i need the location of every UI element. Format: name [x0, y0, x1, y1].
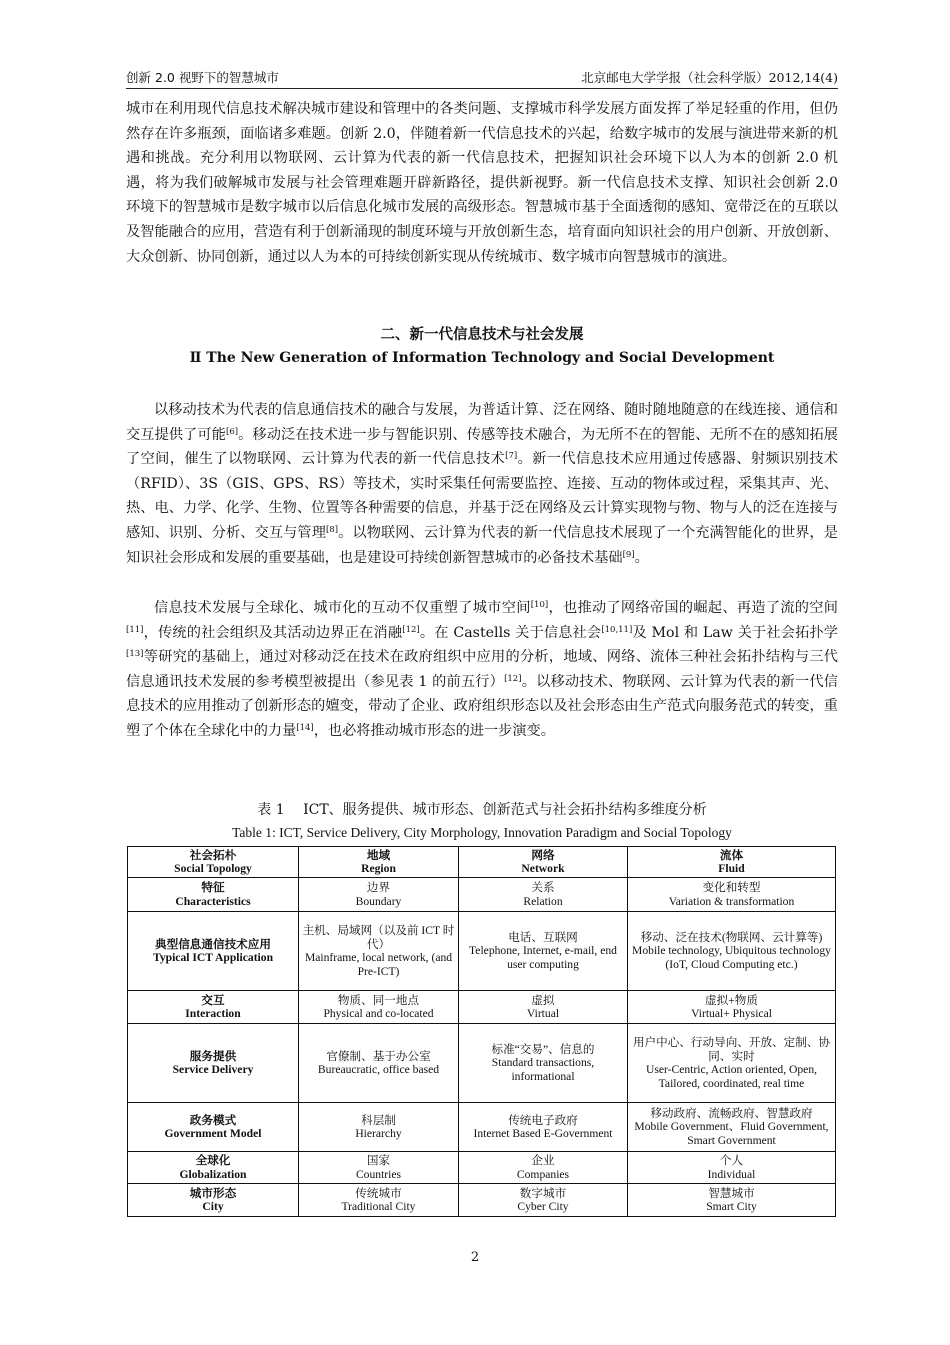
header-cell: [628, 847, 836, 878]
text-span: ，也必将推动城市形态的进一步演变。: [313, 722, 555, 739]
cell-cn: 地域: [366, 848, 391, 862]
header-article-title: 创新 2.0 视野下的智慧城市: [126, 70, 279, 85]
cell-en: Individual: [707, 1167, 756, 1181]
header-cell: [459, 847, 628, 878]
cell-cn: 企业: [531, 1154, 555, 1167]
table-row: [128, 1184, 836, 1217]
cell-cn: 城市形态: [189, 1186, 237, 1200]
table-cell: [628, 991, 836, 1024]
cell-cn: 数字城市: [519, 1186, 567, 1200]
table-cell: [299, 991, 459, 1024]
cell-en: Hierarchy: [355, 1127, 402, 1140]
cell-cn: 智慧城市: [708, 1186, 755, 1200]
cell-cn: 流体: [719, 848, 744, 862]
citation: [12]: [504, 673, 522, 684]
cell-cn: 电话、互联网: [508, 930, 578, 944]
citation: [10]: [530, 600, 549, 610]
table-cell: [628, 1024, 836, 1103]
row-label: [128, 878, 299, 912]
cell-en: Variation & transformation: [668, 894, 795, 908]
cell-en: Typical ICT Application: [152, 951, 274, 964]
cell-en: Internet Based E-Government: [473, 1127, 613, 1140]
cell-en: Companies: [516, 1167, 570, 1181]
text-span: 。以物联网、云计算为代表的新一代信息技术展现了一个充满智能化的世界，是知识社会形成和发展的重要基础，也是建设可持续创新智慧城市的必备技术基础: [126, 524, 838, 566]
cell-en: Mobile Government、Fluid Government, Smart Government: [634, 1120, 829, 1147]
header-cell: [128, 847, 299, 878]
cell-en: Mainframe, local network, (and Pre-ICT): [304, 951, 453, 978]
running-header: [126, 66, 838, 89]
header-journal-info: 北京邮电大学学报（社会科学版）2012,14(4): [581, 70, 838, 85]
cell-cn: 主机、局域网（以及前 ICT 时代）: [302, 924, 455, 951]
table-row: [128, 1152, 836, 1184]
text-span: 及 Mol 和 Law 关于社会拓扑学: [632, 624, 838, 641]
table-cell: [628, 878, 836, 912]
cell-en: Cyber City: [517, 1200, 569, 1213]
text-span: 。移动泛在技术进一步与智能识别、传感等技术融合，为无所不在的智能、无所不在的感知拓展了空间，催生了以物联网、云计算为代表的新一代信息技术: [126, 426, 838, 468]
cell-en: Interaction: [185, 1007, 241, 1020]
text-span: ，传统的社会组织及其活动边界正在消融: [143, 624, 403, 641]
cell-en: Standard transactions, informational: [491, 1056, 595, 1083]
text-span: 。新一代信息技术应用通过传感器、射频识别技术（RFID）、3S（GIS、GPS、RS）等技术，实时采集任何需要监控、连接、互动的物体或过程，采集其声、光、热、电、力学、化学、生物、位置等各种需要的信息，并基于泛在网络及云计算实现物与物、物与人的泛在连接与感知、识别、分析、交互与管理: [126, 451, 838, 541]
cell-cn: 物质、同一地点: [337, 993, 420, 1007]
cell-cn: 关系: [531, 881, 555, 894]
section-title-cn: 二、新一代信息技术与社会发展: [380, 327, 584, 343]
cell-en: Traditional City: [341, 1200, 416, 1213]
cell-en: Relation: [523, 894, 563, 908]
cell-en: Countries: [355, 1167, 402, 1181]
cell-en: Virtual+ Physical: [691, 1007, 772, 1020]
cell-en: Government Model: [164, 1127, 262, 1140]
cell-cn: 边界: [366, 881, 391, 894]
citation: [12]: [402, 624, 420, 635]
cell-en: Bureaucratic, office based: [317, 1063, 440, 1076]
cell-cn: 移动政府、流畅政府、智慧政府: [650, 1106, 813, 1120]
cell-en: Telephone, Internet, e-mail, end user computing: [469, 944, 617, 971]
table-cell: [628, 1152, 836, 1184]
table-cell: [299, 1103, 459, 1152]
cell-cn: 典型信息通信技术应用: [155, 937, 271, 951]
table-cell: [299, 1152, 459, 1184]
table-header-row: [128, 847, 836, 878]
cell-cn: 虚拟: [531, 993, 555, 1007]
cell-en: Network: [521, 862, 565, 875]
cell-en: Physical and co-located: [323, 1007, 434, 1020]
table-caption-en: Table 1: ICT, Service Delivery, City Morphology, Innovation Paradigm and Social Topology: [232, 825, 732, 840]
paragraph-2: [126, 398, 838, 570]
citation: [11]: [126, 624, 144, 635]
table-cell: [459, 878, 628, 912]
citation: [10,11]: [601, 624, 633, 635]
citation: [7]: [505, 451, 518, 462]
cell-cn: 社会拓朴: [189, 848, 237, 862]
row-label: [128, 1024, 299, 1103]
cell-cn: 政务模式: [189, 1113, 237, 1127]
text-span: 等研究的基础上，通过对移动泛在技术在政府组织中应用的分析，地域、网络、流体三种社会拓扑结构与三代信息通讯技术发展的参考模型被提出（参见表 1 的前五行）: [126, 649, 838, 690]
cell-en: City: [202, 1200, 224, 1213]
citation: [13]: [126, 649, 144, 660]
cell-cn: 虚拟+物质: [705, 993, 758, 1007]
cell-en: Region: [361, 862, 396, 875]
cell-cn: 变化和转型: [702, 881, 761, 894]
table-cell: [459, 991, 628, 1024]
analysis-table: [127, 846, 836, 1217]
cell-cn: 标准“交易”、信息的: [491, 1042, 595, 1056]
cell-cn: 传统城市: [355, 1186, 402, 1200]
cell-en: Service Delivery: [172, 1063, 254, 1076]
cell-en: Globalization: [179, 1167, 247, 1181]
cell-cn: 全球化: [195, 1154, 231, 1167]
table-cell: [628, 912, 836, 991]
cell-en: Boundary: [355, 894, 402, 908]
table-cell: [628, 1103, 836, 1152]
cell-en: Mobile technology, Ubiquitous technology (IoT, Cloud Computing etc.): [632, 944, 831, 971]
cell-cn: 服务提供: [189, 1049, 237, 1063]
text-span: 以移动技术为代表的信息通信技术的融合与发展，为普适计算、泛在网络、随时随地随意的在线连接、通信和交互提供了可能: [126, 402, 838, 443]
cell-cn: 交互: [201, 993, 225, 1007]
table-caption-cn: 表 1 ICT、服务提供、城市形态、创新范式与社会拓扑结构多维度分析: [257, 802, 707, 818]
section-title-en: Ⅱ The New Generation of Information Technology and Social Development: [189, 350, 775, 366]
cell-cn: 国家: [366, 1154, 391, 1167]
cell-en: User-Centric, Action oriented, Open, Tailored, coordinated, real time: [645, 1063, 818, 1090]
text-span: ，也推动了网络帝国的崛起、再造了流的空间: [548, 600, 838, 616]
text-span: 。: [634, 549, 649, 566]
table-cell: [459, 1184, 628, 1217]
paragraph-3: [126, 596, 838, 744]
row-label: [128, 912, 299, 991]
cell-en: Social Topology: [174, 862, 252, 875]
text-span: 信息技术发展与全球化、城市化的互动不仅重塑了城市空间: [154, 600, 531, 616]
cell-en: Smart City: [706, 1200, 757, 1213]
table-cell: [459, 1152, 628, 1184]
cell-cn: 传统电子政府: [508, 1113, 578, 1127]
cell-cn: 移动、泛在技术(物联网、云计算等): [640, 930, 823, 944]
table-cell: [299, 1184, 459, 1217]
citation: [6]: [226, 426, 239, 437]
cell-cn: 个人: [719, 1154, 744, 1167]
table-cell: [299, 878, 459, 912]
table-cell: [299, 1024, 459, 1103]
cell-en: Characteristics: [175, 894, 251, 908]
citation: [9]: [622, 549, 635, 560]
cell-cn: 特征: [201, 881, 225, 894]
table-cell: [459, 912, 628, 991]
cell-en: Fluid: [718, 862, 745, 875]
cell-cn: 网络: [531, 848, 555, 862]
table-cell: [299, 912, 459, 991]
row-label: [128, 991, 299, 1024]
cell-cn: 官僚制、基于办公室: [326, 1049, 431, 1063]
row-label: [128, 1184, 299, 1217]
table-cell: [459, 1103, 628, 1152]
cell-cn: 科层制: [361, 1113, 396, 1127]
table-cell: [459, 1024, 628, 1103]
row-label: [128, 1103, 299, 1152]
paragraph-1: 城市在利用现代信息技术解决城市建设和管理中的各类问题、支撑城市科学发展方面发挥了举足轻重的作用，但仍然存在许多瓶颈，面临诸多难题。创新 2.0，伴随着新一代信息技术的兴起，给数字城市的发展与演进带来新的机遇和挑战。充分利用以物联网、云计算为代表的新一代信息技术，把握知识社会环境下以人为本的创新 2.0 机遇，将为我们破解城市发展与社会管理难题开辟新路径，提供新视野。新一代信息技术支撑、知识社会创新 2.0 环境下的智慧城市是数字城市以后信息化城市发展的高级形态。智慧城市基于全面透彻的感知、宽带泛在的互联以及智能融合的应用，营造有利于创新涌现的制度环境与开放创新生态，培育面向知识社会的用户创新、开放创新、大众创新、协同创新，通过以人为本的可持续创新实现从传统城市、数字城市向智慧城市的演进。: [126, 101, 838, 265]
table-row: [128, 1024, 836, 1103]
page-number: 2: [470, 1250, 480, 1265]
citation: [8]: [325, 524, 339, 535]
text-span: 。以移动技术、物联网、云计算为代表的新一代信息技术的应用推动了创新形态的嬗变，带动了企业、政府组织形态以及社会形态由生产范式向服务范式的转变，重塑了个体在全球化中的力量: [126, 673, 838, 739]
cell-cn: 用户中心、行动导向、开放、定制、协同、实时: [632, 1036, 831, 1063]
cell-en: Virtual: [526, 1007, 560, 1020]
table-cell: [628, 1184, 836, 1217]
table-row: [128, 1103, 836, 1152]
table-row: [128, 991, 836, 1024]
row-label: [128, 1152, 299, 1184]
table-row: [128, 912, 836, 991]
text-span: 。在 Castells 关于信息社会: [419, 624, 602, 641]
table-row: [128, 878, 836, 912]
citation: [14]: [296, 722, 314, 733]
header-cell: [299, 847, 459, 878]
